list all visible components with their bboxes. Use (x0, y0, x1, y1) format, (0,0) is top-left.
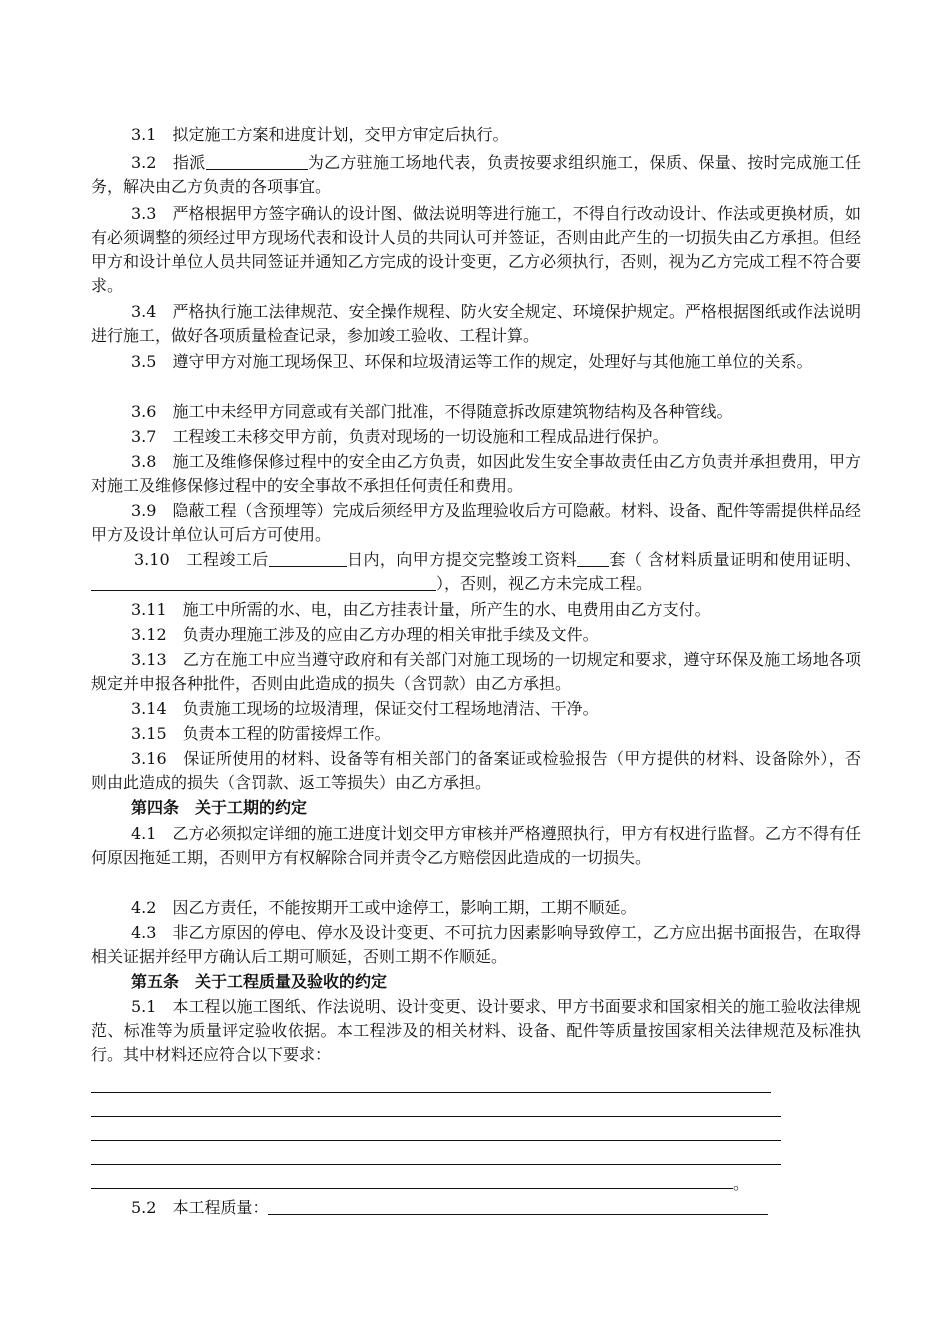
requirement-line-1 (91, 1092, 771, 1093)
clause-4-2: 4.2 因乙方责任，不能按期开工或中途停工，影响工期，工期不顺延。 (131, 898, 637, 917)
clause-5-1: 5.1 本工程以施工图纸、作法说明、设计变更、设计要求、甲方书面要求和国家相关的施工验收法律规范、标准等为质量评定验收依据。本工程涉及的相关材料、设备、配件等质量按国家相关法律规范及标准执行。其中材料还应符合以下要求： (91, 997, 861, 1064)
clause-3-1: 3.1 拟定施工方案和进度计划，交甲方审定后执行。 (131, 125, 509, 144)
clause-4-3: 4.3 非乙方原因的停电、停水及设计变更、不可抗力因素影响导致停工，乙方应出据书面报告，在取得相关证据并经甲方确认后工期可顺延，否则工期不作顺延。 (91, 923, 861, 966)
clause-3-7: 3.7 工程竣工未移交甲方前，负责对现场的一切设施和工程成品进行保护。 (131, 427, 669, 446)
requirement-line-4 (91, 1164, 781, 1165)
representative-blank (206, 152, 308, 170)
clause-3-2-lead: 3.2 指派 (131, 153, 206, 172)
requirement-line-3 (91, 1140, 781, 1141)
sets-blank (577, 549, 609, 567)
clause-3-13: 3.13 乙方在施工中应当遵守政府和有关部门对施工现场的一切规定和要求，遵守环保及施工场地各项规定并申报各种批件，否则由此造成的损失（含罚款）由乙方承担。 (91, 650, 861, 693)
clause-3-3: 3.3 严格根据甲方签字确认的设计图、做法说明等进行施工，不得自行改动设计、作法或更换材质，如有必须调整的须经过甲方现场代表和设计人员的共同认可并签证，否则由此产生的一切损失由乙方承担。但经甲方和设计单位人员共同签证并通知乙方完成的设计变更，乙方必须执行，否则，视为乙方完成工程不符合要求。 (91, 204, 861, 295)
clause-3-10 (91, 548, 861, 596)
requirement-line-5 (91, 1188, 733, 1189)
clause-4-1: 4.1 乙方必须拟定详细的施工进度计划交甲方审核并严格遵照执行，甲方有权进行监督。乙方不得有任何原因拖延工期，否则甲方有权解除合同并责令乙方赔偿因此造成的一切损失。 (91, 824, 861, 867)
clause-3-16: 3.16 保证所使用的材料、设备等有相关部门的备案证或检验报告（甲方提供的材料、设备除外），否则由此造成的损失（含罚款、返工等损失）由乙方承担。 (91, 749, 861, 792)
requirement-end-mark: 。 (733, 1174, 750, 1193)
requirement-line-2 (91, 1116, 781, 1117)
clause-3-4: 3.4 严格执行施工法律规范、安全操作规程、防火安全规定、环境保护规定。严格根据图纸或作法说明进行施工，做好各项质量检查记录，参加竣工验收、工程计算。 (91, 302, 861, 345)
article-4-heading: 第四条 关于工期的约定 (131, 798, 308, 817)
documents-blank (91, 573, 436, 591)
clause-3-11: 3.11 施工中所需的水、电，由乙方挂表计量，所产生的水、电费用由乙方支付。 (131, 600, 711, 619)
clause-5-2 (91, 1196, 861, 1220)
clause-3-10-mid: 日内，向甲方提交完整竣工资料 (346, 550, 578, 569)
clause-3-8: 3.8 施工及维修保修过程中的安全由乙方负责，如因此发生安全事故责任由乙方负责并承担费用，甲方对施工及维修保修过程中的安全事故不承担任何责任和费用。 (91, 452, 861, 495)
clause-3-9: 3.9 隐蔽工程（含预埋等）完成后须经甲方及监理验收后方可隐蔽。材料、设备、配件等需提供样品经甲方及设计单位认可后方可使用。 (91, 501, 861, 544)
days-blank (269, 549, 347, 567)
clause-3-12: 3.12 负责办理施工涉及的应由乙方办理的相关审批手续及文件。 (131, 625, 599, 644)
clause-3-5: 3.5 遵守甲方对施工现场保卫、环保和垃圾清运等工作的规定，处理好与其他施工单位的关系。 (131, 352, 813, 371)
clause-3-2 (91, 151, 861, 199)
clause-5-2-label: 5.2 本工程质量： (131, 1198, 269, 1217)
clause-3-15: 3.15 负责本工程的防雷接焊工作。 (131, 724, 391, 743)
clause-3-10-lead: 3.10 工程竣工后 (134, 550, 269, 569)
clause-3-2-rest: 为乙方驻施工场地代表，负责按要求组织施工，保质、保量、按时完成施工任务，解决由乙方负责的各项事宜。 (91, 153, 861, 196)
quality-blank (268, 1197, 768, 1215)
clause-3-6: 3.6 施工中未经甲方同意或有关部门批准，不得随意拆改原建筑物结构及各种管线。 (131, 402, 733, 421)
article-5-heading: 第五条 关于工程质量及验收的约定 (131, 972, 388, 991)
clause-3-10-end: ），否则，视乙方未完成工程。 (436, 574, 653, 593)
clause-3-10-paren: 套（ 含材料质量证明和使用证明、 (609, 550, 861, 569)
clause-3-14: 3.14 负责施工现场的垃圾清理，保证交付工程场地清洁、干净。 (131, 699, 599, 718)
